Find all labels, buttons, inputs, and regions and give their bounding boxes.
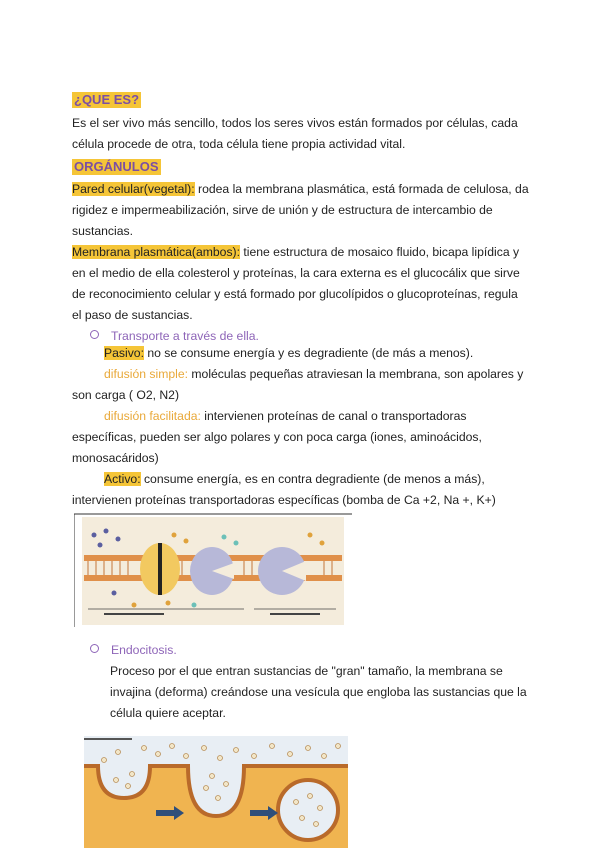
membrana-line-1: Membrana plasmática(ambos): tiene estructura de mosaico fluido, bicapa lipídica y: [72, 245, 520, 259]
pared-line-1: Pared celular(vegetal): rodea la membrana plasmática, está formada de celulosa, da: [72, 182, 529, 196]
endocitosis-line-2: invajina (deforma) creándose una vesícula que engloba las sustancias que la: [110, 685, 527, 699]
bullet-ring-icon: [90, 330, 99, 339]
endocitosis-line-1: Proceso por el que entran sustancias de "gran" tamaño, la membrana se: [110, 664, 503, 678]
membrana-line-4: el paso de sustancias.: [72, 308, 193, 322]
simple-line-2: son carga ( O2, N2): [72, 388, 180, 402]
membrana-label: Membrana plasmática(ambos):: [72, 245, 240, 259]
facilitada-line-1: difusión facilitada: intervienen proteínas de canal o transportadoras: [104, 409, 467, 423]
endocitosis-line-3: célula quiere aceptar.: [110, 706, 226, 720]
endocytosis-figure: [84, 736, 348, 848]
activo-line-1: Activo: consume energía, es en contra degradiente (de menos a más),: [104, 472, 485, 486]
pasivo-line: Pasivo: no se consume energía y es degradiente (de más a menos).: [104, 346, 474, 360]
simple-line-1: difusión simple: moléculas pequeñas atraviesan la membrana, son apolares y: [104, 367, 524, 381]
pared-line-2: rigidez e impermeabilización, sirve de unión y de estructura de intercambio de: [72, 203, 493, 217]
que-es-heading: ¿QUE ES?: [74, 92, 140, 107]
que-es-line-1: Es el ser vivo más sencillo, todos los seres vivos están formados por células, cada: [72, 116, 518, 130]
activo-label: Activo:: [104, 472, 141, 486]
pared-line-3: sustancias.: [72, 224, 133, 238]
membrana-line-3: de reconocimiento celular y está formado por glucolípidos o glucoproteínas, regula: [72, 287, 518, 301]
endocytosis-illustration: [84, 736, 348, 848]
activo-line-2: intervienen proteínas transportadoras específicas (bomba de Ca +2, Na +, K+): [72, 493, 496, 507]
facilitada-label: difusión facilitada:: [104, 409, 201, 423]
endocitosis-bullet: Endocitosis.: [90, 640, 177, 660]
que-es-line-2: célula procede de otra, toda célula tiene propia actividad vital.: [72, 137, 406, 151]
pared-label: Pared celular(vegetal):: [72, 182, 195, 196]
organulos-heading: ORGÁNULOS: [74, 159, 159, 174]
pasivo-label: Pasivo:: [104, 346, 144, 360]
membrane-transport-figure: [74, 513, 352, 627]
simple-label: difusión simple:: [104, 367, 188, 381]
facilitada-line-2: específicas, pueden ser algo polares y con poca carga (iones, aminoácidos,: [72, 430, 482, 444]
transporte-bullet: Transporte a través de ella.: [90, 326, 259, 346]
facilitada-line-3: monosacáridos): [72, 451, 159, 465]
membrana-line-2: en el medio de ella colesterol y proteínas, la cara externa es el glucocálix que sirve: [72, 266, 520, 280]
bullet-ring-icon: [90, 644, 99, 653]
membrane-transport-illustration: [74, 513, 352, 627]
